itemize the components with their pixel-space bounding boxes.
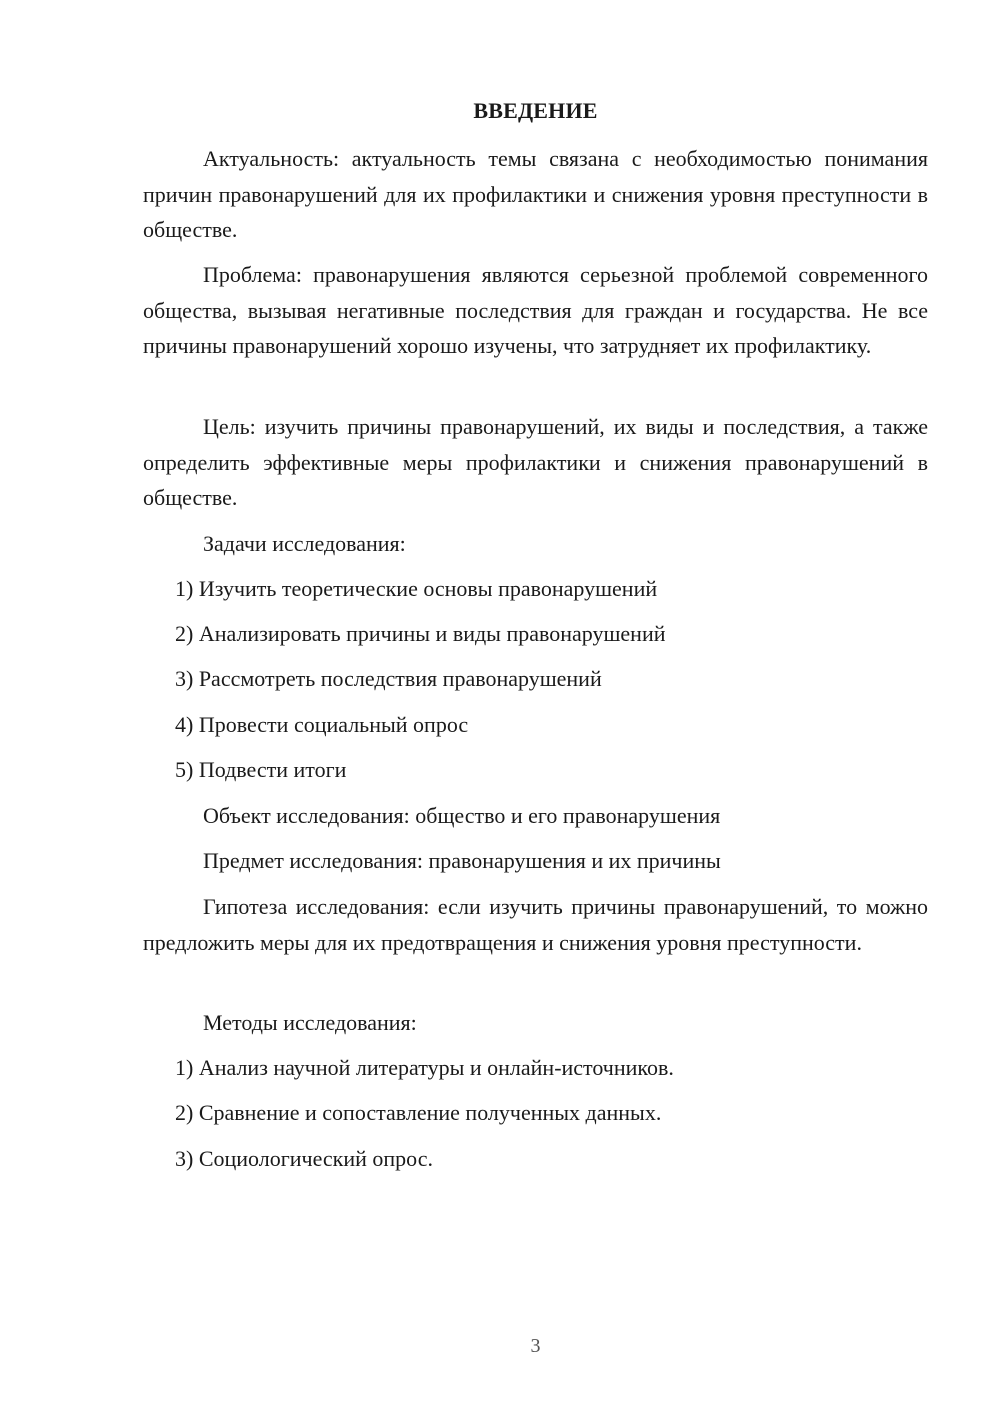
method-item: 1) Анализ научной литературы и онлайн-источников. (175, 1055, 674, 1080)
goal-paragraph: Цель: изучить причины правонарушений, их виды и последствия, а также определить эффективные меры профилактики и снижения правонарушений в обществе. (143, 414, 928, 510)
task-item: 2) Анализировать причины и виды правонарушений (175, 621, 666, 646)
task-item: 4) Провести социальный опрос (175, 712, 469, 737)
object-line: Объект исследования: общество и его правонарушения (203, 803, 721, 828)
relevance-paragraph: Актуальность: актуальность темы связана с необходимостью понимания причин правонарушений для их профилактики и снижения уровня преступности в обществе. (143, 146, 928, 242)
problem-paragraph: Проблема: правонарушения являются серьезной проблемой современного общества, вызывая негативные последствия для граждан и государства. Не все причины правонарушений хорошо изучены, что затрудняет их профилактику. (143, 262, 928, 358)
tasks-heading: Задачи исследования: (203, 531, 406, 556)
task-item: 3) Рассмотреть последствия правонарушений (175, 666, 602, 691)
method-item: 3) Социологический опрос. (175, 1146, 433, 1171)
method-item: 2) Сравнение и сопоставление полученных данных. (175, 1100, 662, 1125)
section-title: ВВЕДЕНИЕ (473, 98, 598, 123)
hypothesis-paragraph: Гипотеза исследования: если изучить причины правонарушений, то можно предложить меры для их предотвращения и снижения уровня преступности. (143, 894, 928, 955)
document-page (143, 0, 928, 1414)
task-item: 1) Изучить теоретические основы правонарушений (175, 576, 658, 601)
subject-line: Предмет исследования: правонарушения и их причины (203, 848, 721, 873)
methods-heading: Методы исследования: (203, 1010, 417, 1035)
page-number: 3 (530, 1335, 541, 1357)
task-item: 5) Подвести итоги (175, 757, 347, 782)
